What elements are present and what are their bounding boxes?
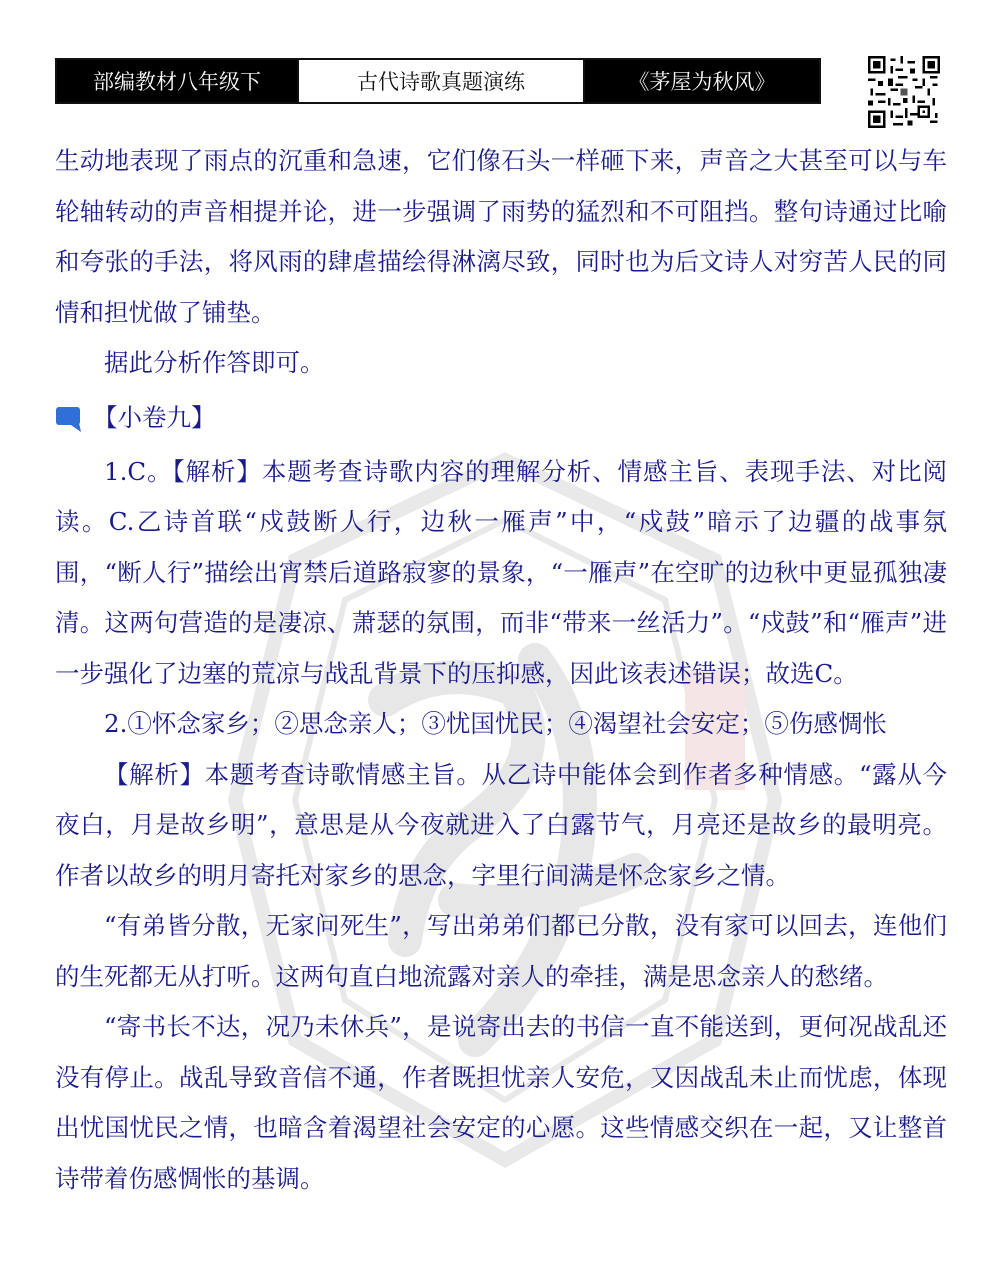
header-bar xyxy=(55,58,821,104)
paragraph-brothers-analysis: “有弟皆分散，无家问死生”，写出弟弟们都已分散，没有家可以回去，连他们的生死都无从打听。这两句直白地流露对亲人的牵挂，满是思念亲人的愁绪。 xyxy=(55,911,947,991)
section-heading xyxy=(55,391,947,447)
paragraph-letters-analysis: “寄书长不达，况乃未休兵”，是说寄出去的书信一直不能送到，更何况战乱还没有停止。战乱导致音信不通，作者既担忧亲人安危，又因战乱未止而忧虑，体现出忧国忧民之情，也暗含着渴望社会安定的心愿。这些情感交织在一起，又让整首诗带着伤感惆怅的基调。 xyxy=(55,1012,947,1193)
header-title: 《茅屋为秋风》 xyxy=(585,60,819,102)
comment-bubble-icon xyxy=(55,405,85,433)
paragraph-conclusion: 据此分析作答即可。 xyxy=(104,348,325,377)
paragraph-question-2-answer: 2.①怀念家乡；②思念亲人；③忧国忧民；④渴望社会安定；⑤伤感惆怅 xyxy=(104,709,887,738)
paragraph-question-2-analysis: 【解析】本题考查诗歌情感主旨。从乙诗中能体会到作者多种情感。“露从今夜白，月是故乡明”，意思是从今夜就进入了白露节气，月亮还是故乡的最明亮。作者以故乡的明月寄托对家乡的思念，字里行间满是怀念家乡之情。 xyxy=(55,759,947,890)
section-title: 【小卷九】 xyxy=(93,403,216,433)
paragraph-rain-analysis: 生动地表现了雨点的沉重和急速，它们像石头一样砸下来，声音之大甚至可以与车轮轴转动的声音相提并论，进一步强调了雨势的猛烈和不可阻挡。整句诗通过比喻和夸张的手法，将风雨的肆虐描绘得淋漓尽致，同时也为后文诗人对穷苦人民的同情和担忧做了铺垫。 xyxy=(55,146,947,327)
paragraph-question-1: 1.C。【解析】本题考查诗歌内容的理解分析、情感主旨、表现手法、对比阅读。C.乙诗首联“戍鼓断人行，边秋一雁声”中，“戍鼓”暗示了边疆的战事氛围，“断人行”描绘出宵禁后道路寂寥的景象，“一雁声”在空旷的边秋中更显孤独凄清。这两句营造的是凄凉、萧瑟的氛围，而非“带来一丝活力”。“戍鼓”和“雁声”进一步强化了边塞的荒凉与战乱背景下的压抑感，因此该表述错误；故选C。 xyxy=(55,456,947,688)
header-topic: 古代诗歌真题演练 xyxy=(297,60,585,102)
answer-content xyxy=(55,136,947,1204)
header-grade: 部编教材八年级下 xyxy=(57,60,297,102)
qr-code-icon xyxy=(868,56,940,128)
